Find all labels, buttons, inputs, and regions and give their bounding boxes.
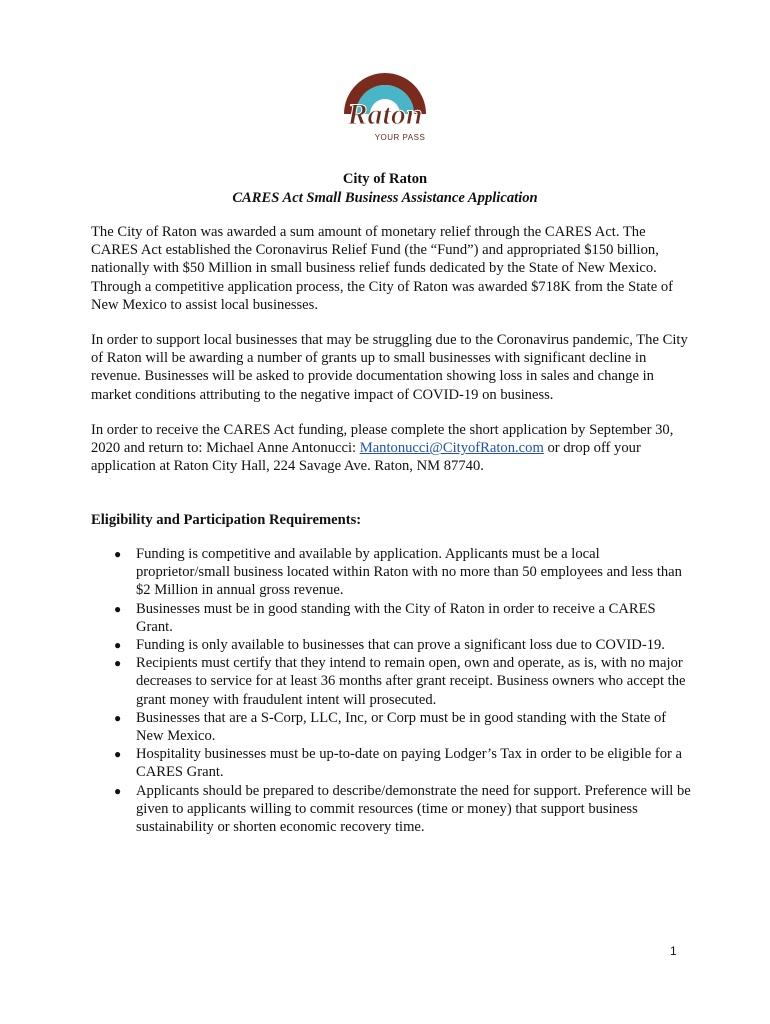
bullet-icon: ● [114, 547, 122, 561]
support-paragraph: In order to support local businesses that may be struggling due to the Coronavirus pandemic, The City of Raton will be awarding a number of grants up to small businesses with significant decline in revenue. Businesses will be asked to provide documentation showing loss in sales and change in market conditions attributing to the negative impact of COVID-19 on business. [91, 332, 688, 403]
bullet-icon: ● [114, 638, 122, 653]
list-item-text: Businesses must be in good standing with the City of Raton in order to receive a CARES Grant. [136, 600, 656, 635]
bullet-icon: ● [114, 747, 122, 762]
bullet-icon: ● [114, 656, 122, 671]
contact-text-before: In order to receive the CARES Act funding, please complete the short application by September 30, 2020 and return to: Michael Anne Antonucci: [91, 422, 674, 457]
list-item [91, 782, 691, 837]
page-number: 1 [670, 944, 677, 958]
document-subtitle: CARES Act Small Business Assistance Application [232, 190, 538, 206]
contact-paragraph [91, 421, 691, 476]
bullet-icon: ● [114, 710, 122, 725]
list-item-text: Hospitality businesses must be up-to-date on paying Lodger’s Tax in order to be eligible for a CARES Grant. [136, 746, 682, 781]
list-item [91, 654, 691, 709]
eligibility-title: Eligibility and Participation Requirements: [91, 512, 362, 528]
logo-tagline: YOUR PASS [374, 133, 426, 142]
list-item-text: Funding is only available to businesses that can prove a significant loss due to COVID-19. [136, 637, 665, 654]
contact-text-after: or drop off your application at Raton City Hall, 224 Savage Ave. Raton, NM 87740. [91, 440, 641, 475]
list-item-text: Applicants should be prepared to describe/demonstrate the need for support. Preference will be given to applicants willing to commit resources (time or money) that support business sustainability or shorten economic recovery time. [136, 782, 691, 836]
raton-logo-mark [334, 58, 436, 144]
intro-paragraph: The City of Raton was awarded a sum amount of monetary relief through the CARES Act. The CARES Act established the Coronavirus Relief Fund (the “Fund”) and appropriated $150 billion, nationally with $50 Million in small business relief funds dedicated by the State of New Mexico. Through a competitive application process, the City of Raton was awarded $718K from the State of New Mexico to assist local businesses. [91, 224, 673, 313]
list-item [91, 545, 691, 600]
list-item-text: Funding is competitive and available by application. Applicants must be a local proprietor/small business located within Raton with no more than 50 employees and less than $2 Million in annual gross revenue. [136, 546, 682, 599]
list-item [91, 709, 691, 745]
list-item [91, 600, 691, 636]
list-item [91, 636, 691, 654]
contact-email-link[interactable]: Mantonucci@CityofRaton.com [359, 440, 544, 457]
list-item-text: Businesses that are a S-Corp, LLC, Inc, or Corp must be in good standing with the State of New Mexico. [136, 709, 667, 745]
logo-wordmark: Raton [347, 98, 423, 131]
bullet-icon: ● [114, 783, 122, 798]
list-item [91, 745, 691, 781]
bullet-icon: ● [114, 601, 122, 616]
document-title: City of Raton [342, 171, 428, 187]
eligibility-list [91, 545, 691, 836]
raton-logo [334, 58, 436, 144]
list-item-text: Recipients must certify that they intend to remain open, own and operate, as is, with no major decreases to service for at least 36 months after grant receipt. Business owners who accept the grant money with fraudulent intent will prosecuted. [136, 655, 686, 708]
